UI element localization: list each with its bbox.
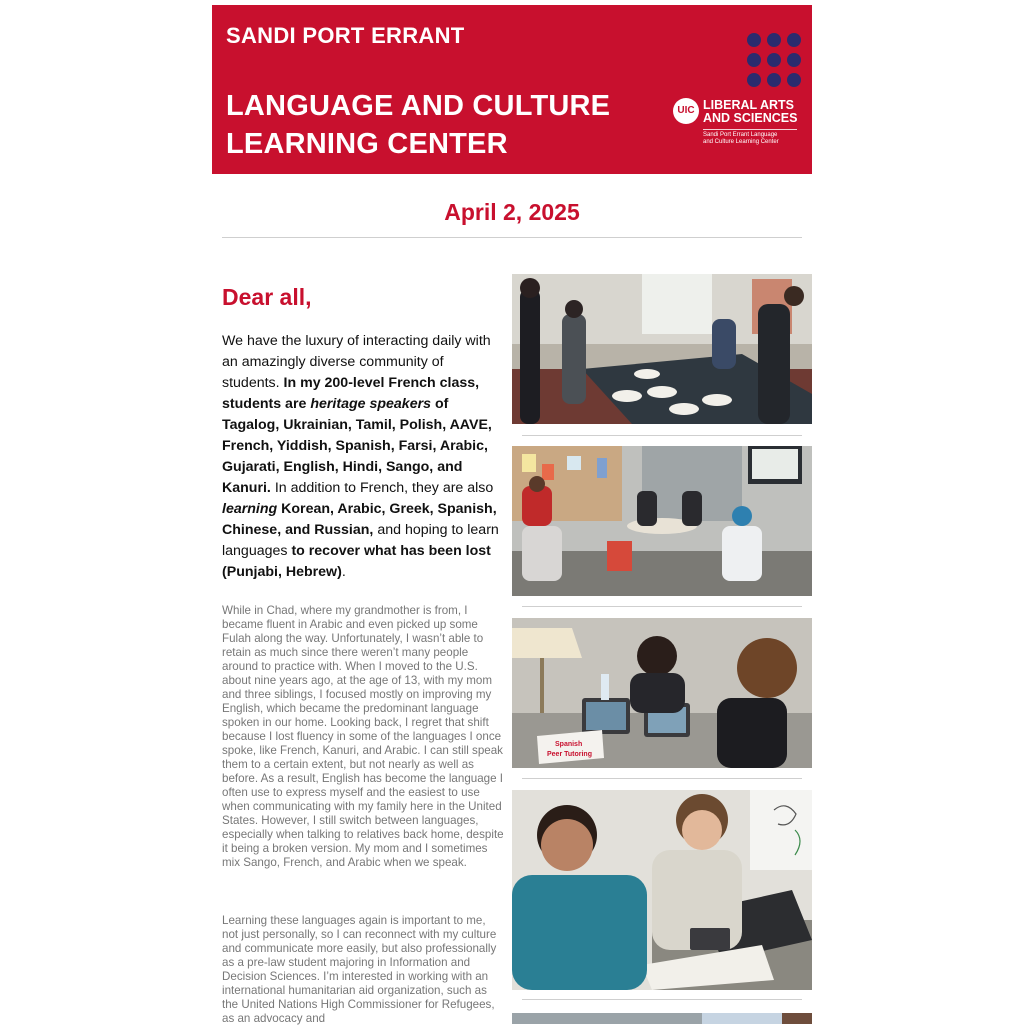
intro-s2b: heritage speakers [310,396,431,412]
photo-partial [512,1012,812,1024]
photo-lounge-conversation [512,446,812,596]
photo-students-with-tablet [512,790,812,990]
intro-s3b: learning [222,501,278,517]
logo-divider [703,129,797,130]
intro-s2a: In my 200-level French class, students are [222,375,480,412]
uic-circle-logo: UIC [673,98,699,124]
intro-s3c: Korean, Arabic, Greek, Spanish, Chinese, and Russian, [222,501,497,538]
newsletter-date: April 2, 2025 [444,199,580,225]
date-divider [222,237,802,238]
dot-grid-logo [747,33,803,89]
logo-subtitle [703,132,779,146]
banner-title-line-2: LEARNING CENTER [226,128,508,160]
photo-divider-1 [522,435,802,436]
photo-divider-3 [522,778,802,779]
intro-s3f: . [341,564,346,580]
logo-line-2: AND SCIENCES [703,111,798,125]
greeting: Dear all, [222,284,312,310]
banner-title [226,87,610,163]
photo-food-gathering [512,274,812,424]
intro-s3a: In addition to French, they are also [274,480,494,496]
header-banner [212,5,812,174]
photo-divider-4 [522,999,802,1000]
logo-line-1: LIBERAL ARTS [703,98,794,112]
intro-paragraph [222,331,504,583]
intro-s3d: and hoping to learn languages [222,522,499,559]
college-logo-text [703,99,797,125]
logo-sub-line-1: Sandi Port Errant Language [703,132,778,138]
banner-title-line-1: LANGUAGE AND CULTURE [226,90,611,122]
sign-peer-tutoring: Peer Tutoring [547,751,592,758]
org-name: SANDI PORT ERRANT [226,23,465,48]
intro-s3e: to recover what has been lost (Punjabi, Hebrew) [222,543,491,580]
story-paragraph-1: While in Chad, where my grandmother is from, I became fluent in Arabic and even picked up some Fulah along the way. Unfortunately, I wasn’t able to retain as much since there weren’t many people around to practice with. When I moved to the U.S. about nine years ago, at the age of 13, with my mom and three siblings, I focused mostly on improving my English, which became the predominant language spoken in our home. Looking back, I regret that shift because I lost fluency in some of the languages I once spoke, like French, Kanuri, and Arabic. I can still speak them to a certain extent, but not nearly as well as before. As a result, English has become the language I often use to express myself and the easiest to use when communicating with my family here in the United States. However, I still switch between languages, especially when talking to relatives back home, despite it being a broken version. My mom and I sometimes mix Sango, French, and Arabic when we speak. [222,604,504,869]
sign-spanish: Spanish [555,741,583,748]
story-paragraph-2: Learning these languages again is important to me, not just personally, so I can reconnect with my culture and communicate more easily, but also professionally as a pre-law student majoring in Information and Decision Sciences. I’m interested in working with an international humanitarian aid organization, such as the United Nations High Commissioner for Refugees, as an advocacy and [222,914,497,1025]
photo-divider-2 [522,606,802,607]
photo-spanish-peer-tutoring [512,618,812,768]
intro-s2c: of Tagalog, Ukrainian, Tamil, Polish, AAVE, French, Yiddish, Spanish, Farsi, Arabic, Gujarati, English, Hindi, Sango, and Kanuri. [222,396,492,496]
intro-s1: We have the luxury of interacting daily with an amazingly diverse community of students. [222,333,491,391]
logo-sub-line-2: and Culture Learning Center [703,139,779,145]
